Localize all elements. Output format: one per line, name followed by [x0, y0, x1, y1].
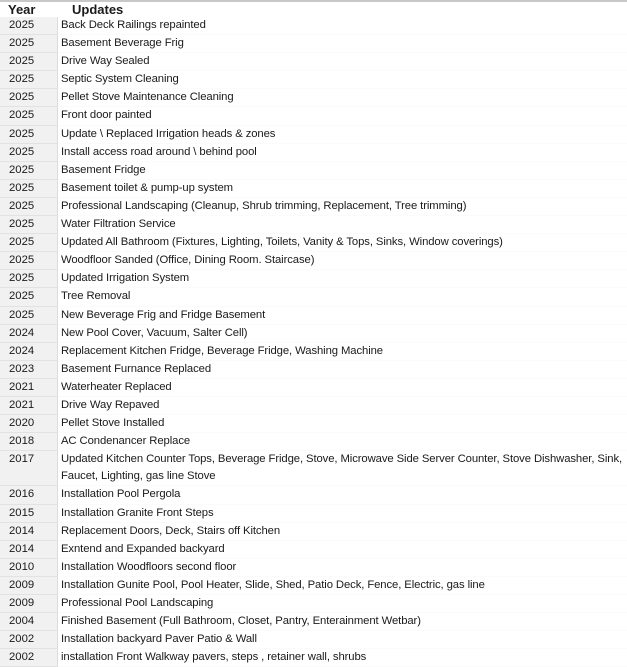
table-row: [0, 361, 627, 379]
update-cell: Installation Granite Front Steps: [58, 505, 627, 523]
year-cell: 2025: [0, 53, 58, 71]
year-cell: 2016: [0, 486, 58, 504]
update-cell: Back Deck Railings repainted: [58, 17, 627, 35]
table-row: [0, 415, 627, 433]
table-row: [0, 71, 627, 89]
update-cell: Installation backyard Paver Patio & Wall: [58, 631, 627, 649]
table-row: [0, 216, 627, 234]
table-row: [0, 613, 627, 631]
year-cell: 2015: [0, 505, 58, 523]
year-cell: 2025: [0, 35, 58, 53]
update-cell: Drive Way Repaved: [58, 397, 627, 415]
update-cell: AC Condenancer Replace: [58, 433, 627, 451]
year-cell: 2025: [0, 180, 58, 198]
year-cell: 2009: [0, 577, 58, 595]
update-cell: Updated All Bathroom (Fixtures, Lighting, Toilets, Vanity & Tops, Sinks, Window coverings): [58, 234, 627, 252]
year-cell: 2004: [0, 613, 58, 631]
year-cell: 2021: [0, 379, 58, 397]
year-cell: 2025: [0, 288, 58, 306]
table-row: [0, 288, 627, 306]
table-row: [0, 35, 627, 53]
table-row: [0, 631, 627, 649]
update-cell: Installation Woodfloors second floor: [58, 559, 627, 577]
table-row: [0, 541, 627, 559]
update-cell: New Beverage Frig and Fridge Basement: [58, 307, 627, 325]
year-cell: 2021: [0, 397, 58, 415]
year-cell: 2009: [0, 595, 58, 613]
table-row: [0, 270, 627, 288]
year-cell: 2025: [0, 89, 58, 107]
table-row: [0, 379, 627, 397]
update-cell: New Pool Cover, Vacuum, Salter Cell): [58, 325, 627, 343]
table-row: [0, 307, 627, 325]
table-body: [0, 17, 627, 667]
update-cell: Basement Furnance Replaced: [58, 361, 627, 379]
update-cell: Pellet Stove Maintenance Cleaning: [58, 89, 627, 107]
update-cell: Finished Basement (Full Bathroom, Closet, Pantry, Enterainment Wetbar): [58, 613, 627, 631]
table-row: [0, 180, 627, 198]
table-row: [0, 144, 627, 162]
table-row: [0, 505, 627, 523]
table-row: [0, 559, 627, 577]
year-cell: 2023: [0, 361, 58, 379]
update-cell: Replacement Doors, Deck, Stairs off Kitchen: [58, 523, 627, 541]
table-row: [0, 595, 627, 613]
update-cell: Professional Landscaping (Cleanup, Shrub trimming, Replacement, Tree trimming): [58, 198, 627, 216]
table-row: [0, 107, 627, 125]
table-row: [0, 343, 627, 361]
year-cell: 2025: [0, 252, 58, 270]
table-row: [0, 126, 627, 144]
update-cell: Basement Beverage Frig: [58, 35, 627, 53]
year-cell: 2025: [0, 17, 58, 35]
year-cell: 2024: [0, 325, 58, 343]
update-cell: Drive Way Sealed: [58, 53, 627, 71]
table-row: [0, 325, 627, 343]
table-row: [0, 234, 627, 252]
table-row: [0, 451, 627, 486]
year-cell: 2024: [0, 343, 58, 361]
update-cell: Front door painted: [58, 107, 627, 125]
update-cell: Professional Pool Landscaping: [58, 595, 627, 613]
update-cell: Update \ Replaced Irrigation heads & zones: [58, 126, 627, 144]
year-cell: 2025: [0, 234, 58, 252]
table-header: [0, 2, 627, 17]
table-row: [0, 486, 627, 504]
year-cell: 2017: [0, 451, 58, 486]
update-cell: Updated Kitchen Counter Tops, Beverage Fridge, Stove, Microwave Side Server Counter, Stove Dishwasher, Sink, Faucet, Lighting, gas line Stove: [58, 451, 627, 486]
table-row: [0, 162, 627, 180]
year-cell: 2025: [0, 198, 58, 216]
year-cell: 2025: [0, 126, 58, 144]
table-row: [0, 649, 627, 667]
table-row: [0, 17, 627, 35]
year-cell: 2025: [0, 270, 58, 288]
year-cell: 2025: [0, 71, 58, 89]
year-cell: 2025: [0, 107, 58, 125]
update-cell: Basement Fridge: [58, 162, 627, 180]
table-row: [0, 523, 627, 541]
table-row: [0, 198, 627, 216]
table-row: [0, 252, 627, 270]
update-cell: Woodfloor Sanded (Office, Dining Room. Staircase): [58, 252, 627, 270]
year-cell: 2020: [0, 415, 58, 433]
update-cell: Septic System Cleaning: [58, 71, 627, 89]
table-row: [0, 577, 627, 595]
year-cell: 2014: [0, 541, 58, 559]
update-cell: Tree Removal: [58, 288, 627, 306]
update-cell: Pellet Stove Installed: [58, 415, 627, 433]
year-cell: 2025: [0, 162, 58, 180]
update-cell: Install access road around \ behind pool: [58, 144, 627, 162]
year-cell: 2002: [0, 649, 58, 667]
update-cell: Basement toilet & pump-up system: [58, 180, 627, 198]
year-cell: 2025: [0, 144, 58, 162]
header-updates: Updates: [72, 2, 124, 17]
table-row: [0, 89, 627, 107]
header-year: Year: [8, 2, 36, 17]
update-cell: Waterheater Replaced: [58, 379, 627, 397]
update-cell: Replacement Kitchen Fridge, Beverage Fridge, Washing Machine: [58, 343, 627, 361]
update-cell: Installation Gunite Pool, Pool Heater, Slide, Shed, Patio Deck, Fence, Electric, gas line: [58, 577, 627, 595]
update-cell: Exntend and Expanded backyard: [58, 541, 627, 559]
table-row: [0, 397, 627, 415]
update-cell: Updated Irrigation System: [58, 270, 627, 288]
year-cell: 2025: [0, 307, 58, 325]
year-cell: 2010: [0, 559, 58, 577]
update-cell: installation Front Walkway pavers, steps , retainer wall, shrubs: [58, 649, 627, 667]
table-row: [0, 433, 627, 451]
update-cell: Installation Pool Pergola: [58, 486, 627, 504]
year-cell: 2014: [0, 523, 58, 541]
year-cell: 2025: [0, 216, 58, 234]
year-cell: 2002: [0, 631, 58, 649]
update-cell: Water Filtration Service: [58, 216, 627, 234]
year-cell: 2018: [0, 433, 58, 451]
table-row: [0, 53, 627, 71]
